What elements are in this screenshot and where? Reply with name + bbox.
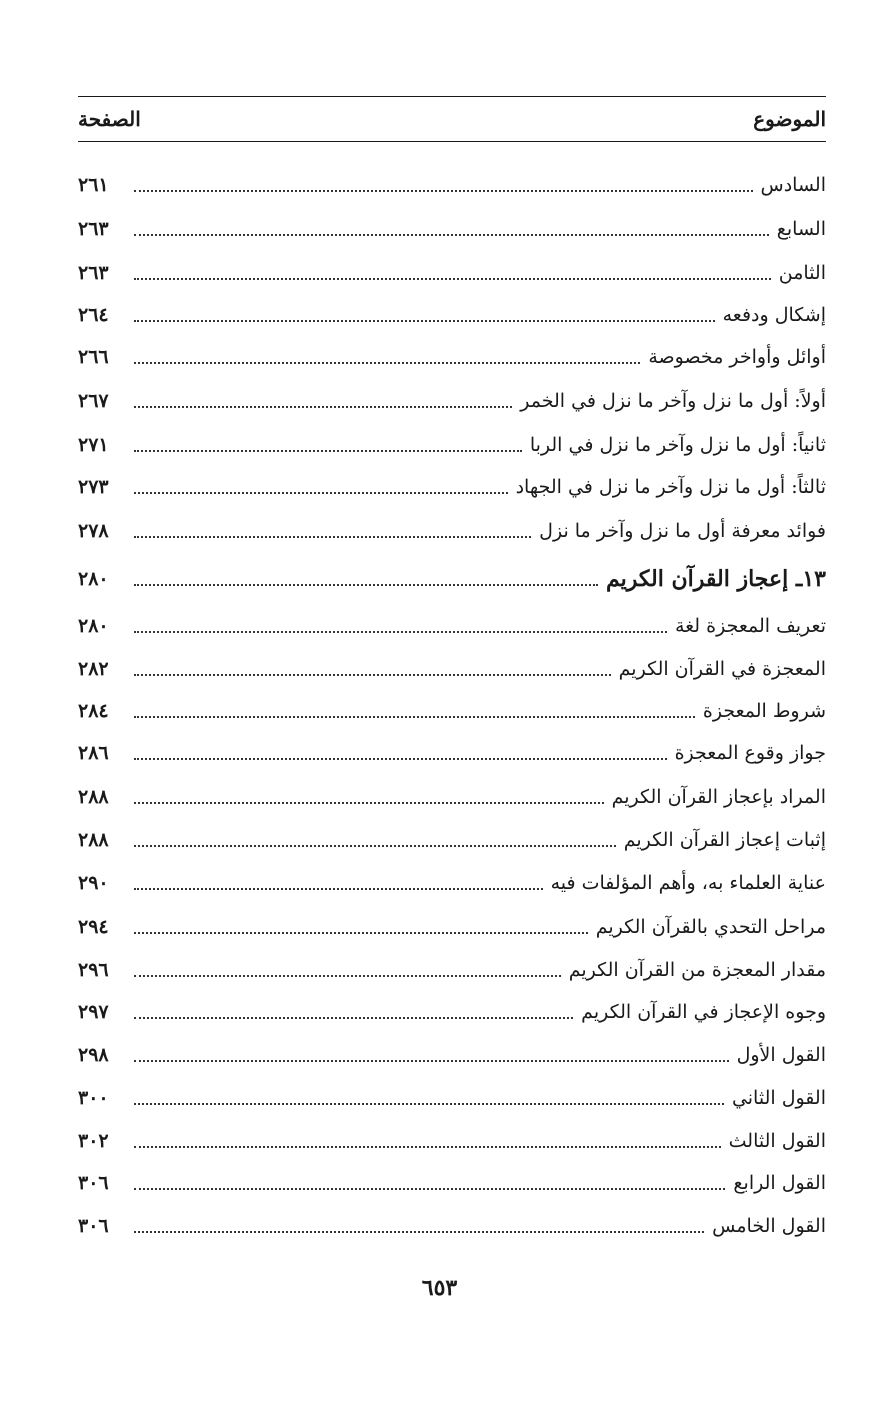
- toc-entry-page: ٢٦٤: [78, 304, 109, 326]
- toc-entry-title: ثالثاً: أول ما نزل وآخر ما نزل في الجهاد: [515, 476, 826, 498]
- toc-entry-page: ٢٧٣: [78, 476, 109, 498]
- toc-row: [78, 951, 826, 989]
- toc-entry-page: ٢٩٤: [78, 916, 109, 938]
- toc-entry-title: فوائد معرفة أول ما نزل وآخر ما نزل: [539, 520, 826, 542]
- toc-entry-title: السادس: [760, 174, 826, 196]
- toc-entry-title: السابع: [776, 218, 826, 240]
- toc-row: [78, 338, 826, 376]
- toc-entry-page: ٢٩٦: [78, 959, 109, 981]
- dot-leader: [134, 406, 512, 408]
- toc-entry-title: ١٣ـ إعجاز القرآن الكريم: [605, 566, 826, 592]
- toc-entry-title: القول الخامس: [712, 1215, 826, 1237]
- dot-leader: [134, 278, 771, 280]
- toc-row: [78, 908, 826, 946]
- toc-row: [78, 210, 826, 248]
- toc-entry-page: ٣٠٦: [78, 1172, 109, 1194]
- toc-entry-title: القول الرابع: [733, 1172, 826, 1194]
- dot-leader: [134, 1060, 729, 1062]
- toc-row: [78, 821, 826, 859]
- toc-section-row: [78, 560, 826, 598]
- toc-row: [78, 864, 826, 902]
- dot-leader: [134, 932, 588, 934]
- dot-leader: [134, 888, 543, 890]
- dot-leader: [134, 584, 598, 586]
- toc-entry-title: مراحل التحدي بالقرآن الكريم: [595, 916, 826, 938]
- toc-entry-page: ٢٩٧: [78, 1001, 109, 1023]
- dot-leader: [134, 536, 531, 538]
- toc-row: [78, 734, 826, 772]
- toc-entry-page: ٢٨٤: [78, 700, 109, 722]
- dot-leader: [134, 450, 522, 452]
- toc-entry-page: ٢٨٨: [78, 786, 109, 808]
- toc-row: [78, 1164, 826, 1202]
- toc-entry-page: ٢٨٠: [78, 615, 109, 637]
- toc-entry-title: الثامن: [778, 262, 826, 284]
- toc-row: [78, 426, 826, 464]
- toc-entry-title: ثانياً: أول ما نزل وآخر ما نزل في الربا: [529, 434, 826, 456]
- toc-entry-title: تعريف المعجزة لغة: [674, 615, 826, 637]
- dot-leader: [134, 845, 616, 847]
- toc-entry-title: المعجزة في القرآن الكريم: [618, 658, 826, 680]
- dot-leader: [134, 190, 753, 192]
- toc-row: [78, 993, 826, 1031]
- dot-leader: [134, 674, 611, 676]
- dot-leader: [134, 716, 695, 718]
- toc-entry-title: وجوه الإعجاز في القرآن الكريم: [581, 1001, 826, 1023]
- toc-entry-page: ٢٩٨: [78, 1044, 109, 1066]
- dot-leader: [134, 802, 604, 804]
- toc-entry-title: المراد بإعجاز القرآن الكريم: [611, 786, 826, 808]
- toc-entry-page: ٢٦٦: [78, 346, 109, 368]
- toc-entry-page: ٢٧١: [78, 434, 109, 456]
- dot-leader: [134, 975, 561, 977]
- toc-entry-page: ٣٠٦: [78, 1215, 109, 1237]
- toc-row: [78, 1036, 826, 1074]
- toc-entry-title: شروط المعجزة: [702, 700, 826, 722]
- dot-leader: [134, 234, 769, 236]
- dot-leader: [134, 362, 640, 364]
- dot-leader: [134, 1146, 721, 1148]
- page-number: ٦٥٣: [421, 1275, 458, 1301]
- toc-row: [78, 468, 826, 506]
- toc-entry-page: ٢٦٧: [78, 390, 109, 412]
- dot-leader: [134, 320, 715, 322]
- topic-column-label: الموضوع: [753, 107, 826, 131]
- toc-row: [78, 166, 826, 204]
- toc-entry-page: ٢٦١: [78, 174, 109, 196]
- toc-entry-page: ٢٨٢: [78, 658, 109, 680]
- toc-entry-title: القول الثاني: [731, 1087, 826, 1109]
- toc-row: [78, 382, 826, 420]
- toc-entry-title: أولاً: أول ما نزل وآخر ما نزل في الخمر: [520, 390, 826, 412]
- toc-header: [78, 102, 826, 136]
- toc-entry-title: جواز وقوع المعجزة: [674, 742, 826, 764]
- toc-entry-page: ٣٠٠: [78, 1087, 109, 1109]
- toc-row: [78, 512, 826, 550]
- toc-row: [78, 1207, 826, 1245]
- toc-row: [78, 778, 826, 816]
- toc-entry-title: أوائل وأواخر مخصوصة: [648, 346, 826, 368]
- dot-leader: [134, 1188, 725, 1190]
- dot-leader: [134, 758, 667, 760]
- toc-entry-page: ٢٨٦: [78, 742, 109, 764]
- toc-row: [78, 254, 826, 292]
- toc-entry-title: القول الثالث: [728, 1130, 826, 1152]
- toc-entry-page: ٢٦٣: [78, 262, 109, 284]
- dot-leader: [134, 631, 667, 633]
- toc-row: [78, 296, 826, 334]
- dot-leader: [134, 1231, 704, 1233]
- toc-entry-page: ٢٨٨: [78, 829, 109, 851]
- header-rule: [78, 141, 826, 142]
- toc-row: [78, 650, 826, 688]
- toc-entry-title: عناية العلماء به، وأهم المؤلفات فيه: [550, 872, 826, 894]
- toc-entry-page: ٢٨٠: [78, 568, 109, 590]
- dot-leader: [134, 1017, 573, 1019]
- toc-row: [78, 1122, 826, 1160]
- toc-entry-page: ٢٩٠: [78, 872, 109, 894]
- page-column-label: الصفحة: [78, 107, 141, 131]
- toc-entry-page: ٣٠٢: [78, 1130, 109, 1152]
- toc-row: [78, 692, 826, 730]
- toc-page: [78, 96, 826, 1336]
- dot-leader: [134, 492, 508, 494]
- top-rule: [78, 96, 826, 97]
- toc-entry-page: ٢٦٣: [78, 218, 109, 240]
- toc-entry-title: القول الأول: [736, 1044, 826, 1066]
- dot-leader: [134, 1103, 724, 1105]
- toc-entry-page: ٢٧٨: [78, 520, 109, 542]
- toc-row: [78, 1079, 826, 1117]
- toc-entry-title: مقدار المعجزة من القرآن الكريم: [568, 959, 826, 981]
- toc-entry-title: إثبات إعجاز القرآن الكريم: [623, 829, 826, 851]
- toc-row: [78, 607, 826, 645]
- toc-entry-title: إشكال ودفعه: [722, 304, 826, 326]
